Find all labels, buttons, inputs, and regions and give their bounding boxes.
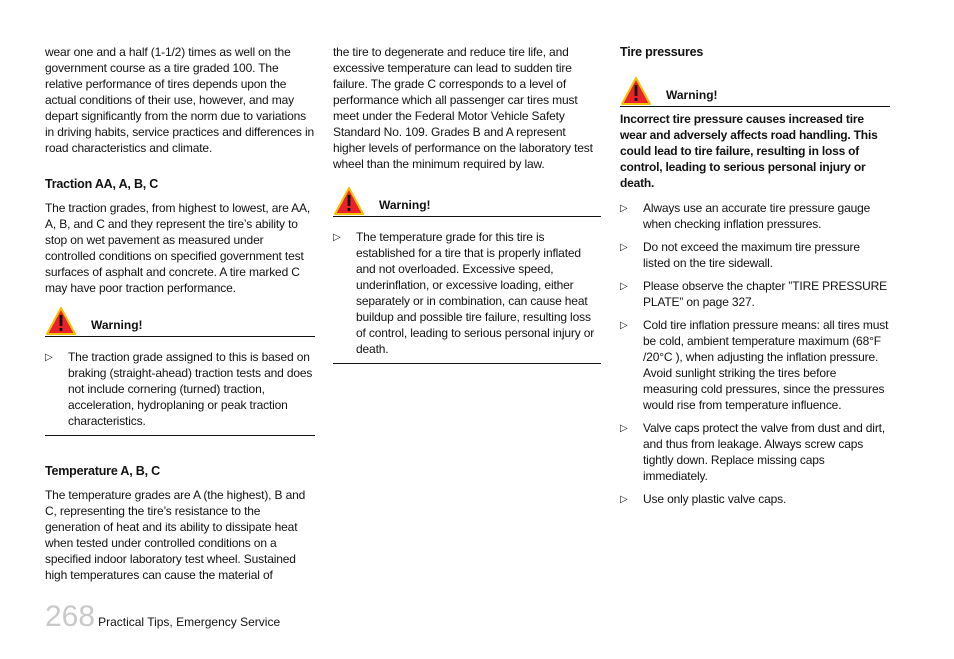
warning-label: Warning!	[666, 88, 718, 102]
warning-box	[333, 217, 601, 364]
list-item-text: Use only plastic valve caps.	[643, 492, 787, 506]
temperature-text: The temperature grades are A (the highest), B and C, representing the tire’s resistance to the generation of heat and its ability to dissipate heat when tested under controlled conditions on a specified indoor laboratory test wheel. Sustained high temperatures can cause the material of	[45, 488, 306, 582]
col2-intro: the tire to degenerate and reduce tire life, and excessive temperature can lead to sudden tire failure. The grade C corresponds to a level of performance which all passenger car tires must meet under the Federal Motor Vehicle Safety Standard No. 109. Grades B and A represent higher levels of performance on the laboratory test wheel than the minimum required by law.	[333, 45, 593, 171]
page-number: 268	[45, 600, 96, 633]
warning-triangle-icon	[45, 306, 77, 336]
list-item	[620, 200, 890, 232]
list-item-text: Always use an accurate tire pressure gauge when checking inflation pressures.	[643, 201, 871, 231]
column-3	[620, 44, 890, 508]
traction-warning-text: The traction grade assigned to this is based on braking (straight-ahead) traction tests and does not include cornering (turned) traction, acceleration, hydroplaning or peak traction characteristics.	[68, 350, 313, 428]
tire-pressures-heading: Tire pressures	[620, 45, 704, 59]
bullet-triangle-icon: ▷	[333, 232, 341, 243]
column-1	[45, 44, 315, 583]
warning-bullet	[333, 229, 601, 357]
list-item-text: Cold tire inflation pressure means: all tires must be cold, ambient temperature maximum (68°F /20°C ), when adjusting the inflation pressure. Avoid sunlight striking the tires before measuring cold pressures, since the pressures would rise from temperature influence.	[643, 318, 889, 412]
bullet-triangle-icon: ▷	[620, 203, 628, 214]
column-2	[333, 44, 601, 364]
warning-triangle-icon	[333, 186, 365, 216]
warning-header	[620, 74, 890, 107]
warning-box	[45, 337, 315, 436]
warning-header	[333, 184, 601, 217]
list-item-text: Please observe the chapter ”TIRE PRESSURE PLATE” on page 327.	[643, 279, 887, 309]
warning-label: Warning!	[379, 198, 431, 212]
section-name: Practical Tips, Emergency Service	[98, 615, 281, 629]
col1-intro: wear one and a half (1-1/2) times as well on the government course as a tire graded 100. The relative performance of tires depends upon the actual conditions of their use, however, and may depart significantly from the norm due to variations in driving habits, service practices and differences in road characteristics and climate.	[45, 45, 315, 155]
bullet-triangle-icon: ▷	[620, 242, 628, 253]
list-item	[620, 317, 890, 413]
list-item	[620, 420, 890, 484]
warning-bullet	[45, 349, 315, 429]
warning-triangle-icon	[620, 76, 652, 106]
list-item	[620, 239, 890, 271]
bullet-triangle-icon: ▷	[620, 281, 628, 292]
page-footer	[45, 600, 280, 634]
warning-header	[45, 304, 315, 337]
list-item	[620, 491, 890, 508]
bullet-triangle-icon: ▷	[620, 320, 628, 331]
bullet-triangle-icon: ▷	[45, 352, 53, 363]
bullet-triangle-icon: ▷	[620, 494, 628, 505]
temperature-warning-text: The temperature grade for this tire is established for a tire that is properly inflated and not overloaded. Excessive speed, underinflation, or excessive loading, either separately or in combination, can cause heat buildup and possible tire failure, resulting loss of control, leading to serious personal injury or death.	[356, 230, 595, 356]
traction-text: The traction grades, from highest to lowest, are AA, A, B, and C and they represent the tire’s ability to stop on wet pavement as measured under controlled conditions on specified government test surfaces of asphalt and concrete. A tire marked C may have poor traction performance.	[45, 201, 311, 295]
traction-heading: Traction AA, A, B, C	[45, 177, 159, 191]
tire-pressure-list	[620, 200, 890, 508]
temperature-heading: Temperature A, B, C	[45, 464, 160, 478]
list-item	[620, 278, 890, 310]
bullet-triangle-icon: ▷	[620, 423, 628, 434]
list-item-text: Do not exceed the maximum tire pressure listed on the tire sidewall.	[643, 240, 860, 270]
warning-label: Warning!	[91, 318, 143, 332]
tire-pressure-warning-text: Incorrect tire pressure causes increased tire wear and adversely affects road handling. This could lead to tire failure, resulting in loss of control, leading to serious personal injury or death.	[620, 112, 878, 190]
list-item-text: Valve caps protect the valve from dust and dirt, and thus from leakage. Always screw caps tightly down. Replace missing caps immediately.	[643, 421, 886, 483]
